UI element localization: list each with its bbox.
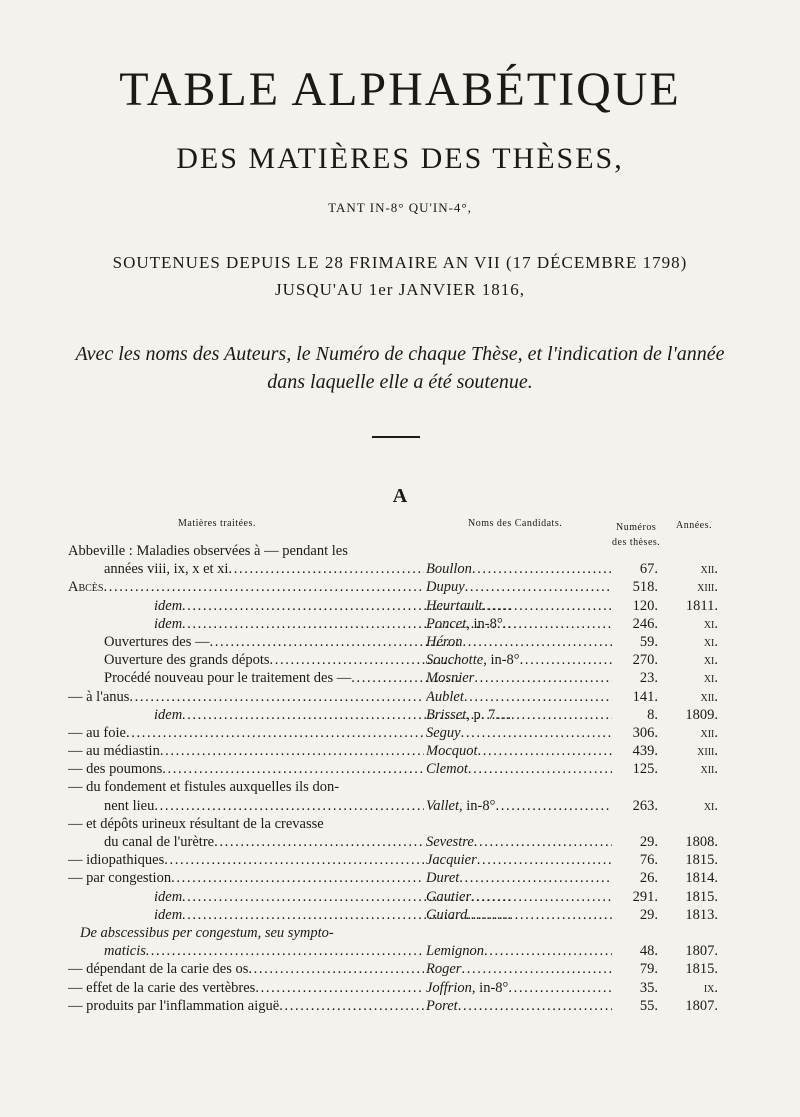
entry-year: 1809. — [685, 706, 718, 723]
entry-subject — [68, 761, 424, 778]
column-header-numeros-line2: des thèses. — [612, 537, 661, 548]
entry-year: 1814. — [685, 870, 718, 887]
entry-subject — [68, 998, 424, 1015]
entry-subject-text: Abcès — [68, 579, 104, 596]
entry-year: xi. — [703, 652, 718, 669]
candidate-name: Vallet — [426, 797, 460, 814]
candidate-name: Clemot — [426, 761, 468, 778]
table-row — [68, 634, 718, 652]
entry-subject-text: — idiopathiques — [68, 852, 165, 869]
entry-candidate — [426, 725, 612, 742]
entry-number: 76. — [639, 852, 658, 869]
entry-number: 29. — [639, 834, 658, 851]
entry-candidate — [426, 961, 612, 978]
entry-subject-text: — au foie — [68, 724, 126, 741]
table-row — [68, 816, 718, 852]
entry-number: 125. — [632, 761, 658, 778]
entry-subject-cont — [68, 561, 424, 578]
entry-number: 518. — [632, 579, 658, 596]
table-row — [68, 907, 718, 925]
table-row — [68, 852, 718, 870]
entry-subject-cont — [68, 798, 424, 815]
entry-candidate — [426, 598, 612, 615]
entry-year: xi. — [703, 797, 718, 814]
entry-subject — [68, 543, 424, 560]
entry-candidate — [426, 798, 612, 815]
candidate-name: Roger — [426, 961, 462, 978]
entry-candidate — [426, 889, 612, 906]
candidate-format: , p. 7 — [466, 706, 496, 723]
entry-subject-text: idem — [154, 706, 183, 723]
entry-year: xi. — [703, 670, 718, 687]
entry-year: xii. — [700, 561, 718, 578]
entry-candidate — [426, 670, 612, 687]
table-row — [68, 652, 718, 670]
entry-year: ix. — [703, 979, 718, 996]
entry-subject-cont — [68, 834, 424, 851]
entry-year: xi. — [703, 615, 718, 632]
entry-number: 246. — [632, 615, 658, 632]
entry-year: 1813. — [685, 906, 718, 923]
entry-subject-line2: nent lieu — [104, 797, 155, 814]
entry-subject-text: idem — [154, 888, 183, 905]
divider-rule — [372, 436, 420, 438]
entry-year: 1815. — [685, 961, 718, 978]
candidate-name: Mocquot — [426, 743, 478, 760]
candidate-name: Jacquier — [426, 852, 477, 869]
entry-year: xii. — [700, 688, 718, 705]
candidate-name: Heurtault — [426, 597, 483, 614]
entry-candidate — [426, 761, 612, 778]
entry-candidate — [426, 943, 612, 960]
candidate-name: Poncet — [426, 615, 467, 632]
entry-year: xiii. — [697, 743, 718, 760]
entry-number: 291. — [632, 888, 658, 905]
entry-number: 306. — [632, 724, 658, 741]
dates-line: SOUTENUES DEPUIS LE 28 FRIMAIRE AN VII (17 DÉCEMBRE 1798) — [112, 253, 688, 272]
entry-subject-text: idem — [154, 906, 183, 923]
entry-subject — [68, 779, 424, 796]
entry-subject-text: — effet de la carie des vertèbres — [68, 979, 256, 996]
entry-subject — [68, 961, 424, 978]
table-row — [68, 980, 718, 998]
table-row — [68, 925, 718, 961]
entry-year: 1815. — [685, 852, 718, 869]
candidate-name: Héron — [426, 633, 463, 650]
entry-year: xi. — [703, 633, 718, 650]
table-row — [68, 616, 718, 634]
entry-subject — [68, 925, 436, 942]
table-row — [68, 598, 718, 616]
entry-subject-line2: maticis — [104, 943, 146, 960]
entry-candidate — [426, 707, 612, 724]
entry-subject-text: Procédé nouveau pour le traitement des — — [104, 670, 352, 687]
entry-number: 120. — [632, 597, 658, 614]
format-line: TANT IN-8° QU'IN-4°, — [328, 200, 472, 215]
candidate-format: , in-8° — [459, 797, 496, 814]
entry-number: 79. — [639, 961, 658, 978]
entry-subject-line2: du canal de l'urètre — [104, 834, 215, 851]
entry-year: xii. — [700, 724, 718, 741]
entry-subject-text: Ouvertures des — — [104, 633, 210, 650]
candidate-format: , in-8° — [471, 979, 509, 996]
page-title: TABLE ALPHABÉTIQUE — [119, 63, 681, 116]
entry-subject-text: — produits par l'inflammation aiguë — [68, 997, 280, 1014]
entry-subject — [68, 980, 424, 997]
section-letter: A — [392, 485, 408, 507]
entry-subject — [68, 870, 424, 887]
entry-subject-line1: — du fondement et fistules auxquelles ils don- — [68, 779, 340, 796]
table-row — [68, 579, 718, 597]
candidate-name: Poret — [426, 997, 458, 1014]
table-row — [68, 707, 718, 725]
table-row — [68, 670, 718, 688]
entry-candidate — [426, 743, 612, 760]
entry-subject — [68, 579, 424, 596]
table-row — [68, 889, 718, 907]
entry-year: xii. — [700, 761, 718, 778]
entry-year: 1811. — [685, 597, 718, 614]
entry-subject-text: — à l'anus — [68, 688, 130, 705]
entry-year: 1807. — [685, 943, 718, 960]
candidate-format: , in-8° — [466, 615, 503, 632]
table-row — [68, 543, 718, 579]
entry-subject-text: — par congestion — [68, 870, 172, 887]
entry-number: 270. — [632, 652, 658, 669]
entry-subject-text: Ouverture des grands dépots — [104, 652, 270, 669]
entry-year: 1808. — [685, 834, 718, 851]
entry-candidate — [426, 907, 612, 924]
entry-candidate — [426, 579, 612, 596]
entry-candidate — [426, 652, 612, 669]
entry-subject — [68, 652, 460, 669]
entry-number: 48. — [639, 943, 658, 960]
table-row — [68, 725, 718, 743]
entry-number: 67. — [639, 561, 658, 578]
table-row — [68, 870, 718, 888]
table-row — [68, 761, 718, 779]
entry-candidate — [426, 689, 612, 706]
entry-subject — [68, 670, 460, 687]
entry-subject — [68, 725, 424, 742]
candidate-name: Lemignon — [426, 943, 484, 960]
entry-number: 141. — [632, 688, 658, 705]
entry-subject — [68, 816, 424, 833]
column-header-annees: Années. — [676, 520, 712, 531]
column-header-candidats: Noms des Candidats. — [468, 518, 563, 529]
entry-subject-text: idem — [154, 615, 183, 632]
column-header-numeros-line1: Numéros — [616, 522, 657, 533]
entry-year: 1815. — [685, 888, 718, 905]
entry-number: 35. — [639, 979, 658, 996]
page-subtitle: DES MATIÈRES DES THÈSES, — [176, 142, 624, 175]
entry-candidate — [426, 834, 612, 851]
candidate-name: Joffrion — [426, 979, 472, 996]
entry-subject — [68, 689, 424, 706]
table-row — [68, 998, 718, 1016]
entry-subject — [68, 743, 424, 760]
entry-subject-line1: De abscessibus per congestum, seu sympto- — [80, 924, 334, 941]
until-line: JUSQU'AU 1er JANVIER 1816, — [274, 280, 526, 299]
candidate-name: Sevestre — [426, 834, 474, 851]
candidate-name: Gautier — [426, 888, 472, 905]
description-text: Avec les noms des Auteurs, le Numéro de chaque Thèse, et l'indication de l'année dans laquelle elle a été soutenue. — [75, 343, 725, 393]
entry-candidate — [426, 870, 612, 887]
candidate-name: Souchotte — [426, 652, 484, 669]
entry-subject-line1: — et dépôts urineux résultant de la crevasse — [68, 815, 324, 832]
entry-subject-line1: Abbeville : Maladies observées à — pendant les — [68, 543, 348, 559]
entry-subject-cont — [68, 943, 424, 960]
entry-candidate — [426, 852, 612, 869]
candidate-name: Aublet — [426, 688, 464, 705]
candidate-format: , in-8° — [483, 652, 520, 669]
entry-candidate — [426, 561, 612, 578]
entry-number: 59. — [639, 633, 658, 650]
entry-number: 26. — [639, 870, 658, 887]
candidate-name: Seguy — [426, 724, 461, 741]
entry-candidate — [426, 616, 612, 633]
entry-number: 29. — [639, 906, 658, 923]
entry-year: xiii. — [697, 579, 718, 596]
candidate-name: Duret — [426, 870, 460, 887]
entry-candidate — [426, 634, 612, 651]
entry-number: 8. — [647, 706, 658, 723]
column-header-matieres: Matières traitées. — [178, 518, 256, 529]
entries-table — [68, 543, 718, 1016]
candidate-name: Guiard — [426, 906, 468, 923]
candidate-name: Boullon — [426, 561, 472, 578]
entry-subject-text: — dépendant de la carie des os — [68, 961, 249, 978]
table-row — [68, 689, 718, 707]
entry-candidate — [426, 998, 612, 1015]
entry-subject-text: — au médiastin — [68, 743, 160, 760]
entry-number: 23. — [639, 670, 658, 687]
entry-number: 439. — [632, 743, 658, 760]
entry-candidate — [426, 980, 612, 997]
candidate-name: Brisset — [426, 706, 467, 723]
table-row — [68, 743, 718, 761]
table-row — [68, 779, 718, 815]
entry-subject-text: idem — [154, 597, 183, 614]
entry-subject — [68, 852, 424, 869]
entry-subject-text: — des poumons — [68, 761, 163, 778]
table-row — [68, 961, 718, 979]
candidate-name: Dupuy — [426, 579, 465, 596]
entry-year: 1807. — [685, 997, 718, 1014]
candidate-name: Mosnier — [426, 670, 475, 687]
entry-number: 263. — [632, 797, 658, 814]
entry-number: 55. — [639, 997, 658, 1014]
entry-subject — [68, 634, 460, 651]
entry-subject-line2: années viii, ix, x et xi — [104, 561, 229, 578]
